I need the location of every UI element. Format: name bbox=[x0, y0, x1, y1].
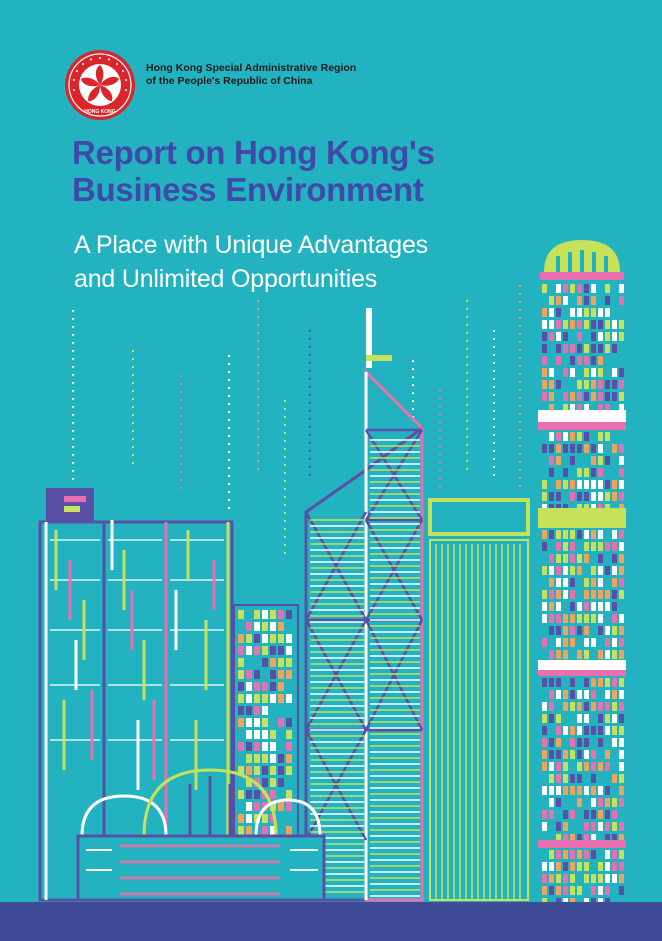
right-tower bbox=[538, 240, 626, 907]
region-line-2: of the People's Republic of China bbox=[146, 75, 313, 87]
emblem-label: HONG KONG bbox=[84, 109, 116, 115]
domed-building bbox=[78, 770, 324, 900]
dotted-lines bbox=[73, 285, 520, 560]
subtitle-line-2: and Unlimited Opportunities bbox=[74, 265, 378, 293]
title-line-2: Business Environment bbox=[72, 171, 424, 208]
diamond-tower bbox=[306, 308, 422, 900]
title-line-1: Report on Hong Kong's bbox=[72, 134, 435, 171]
region-line-1: Hong Kong Special Administrative Region bbox=[146, 62, 357, 74]
footer-bar bbox=[0, 902, 662, 941]
green-tower bbox=[430, 500, 528, 900]
subtitle-line-1: A Place with Unique Advantages bbox=[74, 231, 428, 259]
